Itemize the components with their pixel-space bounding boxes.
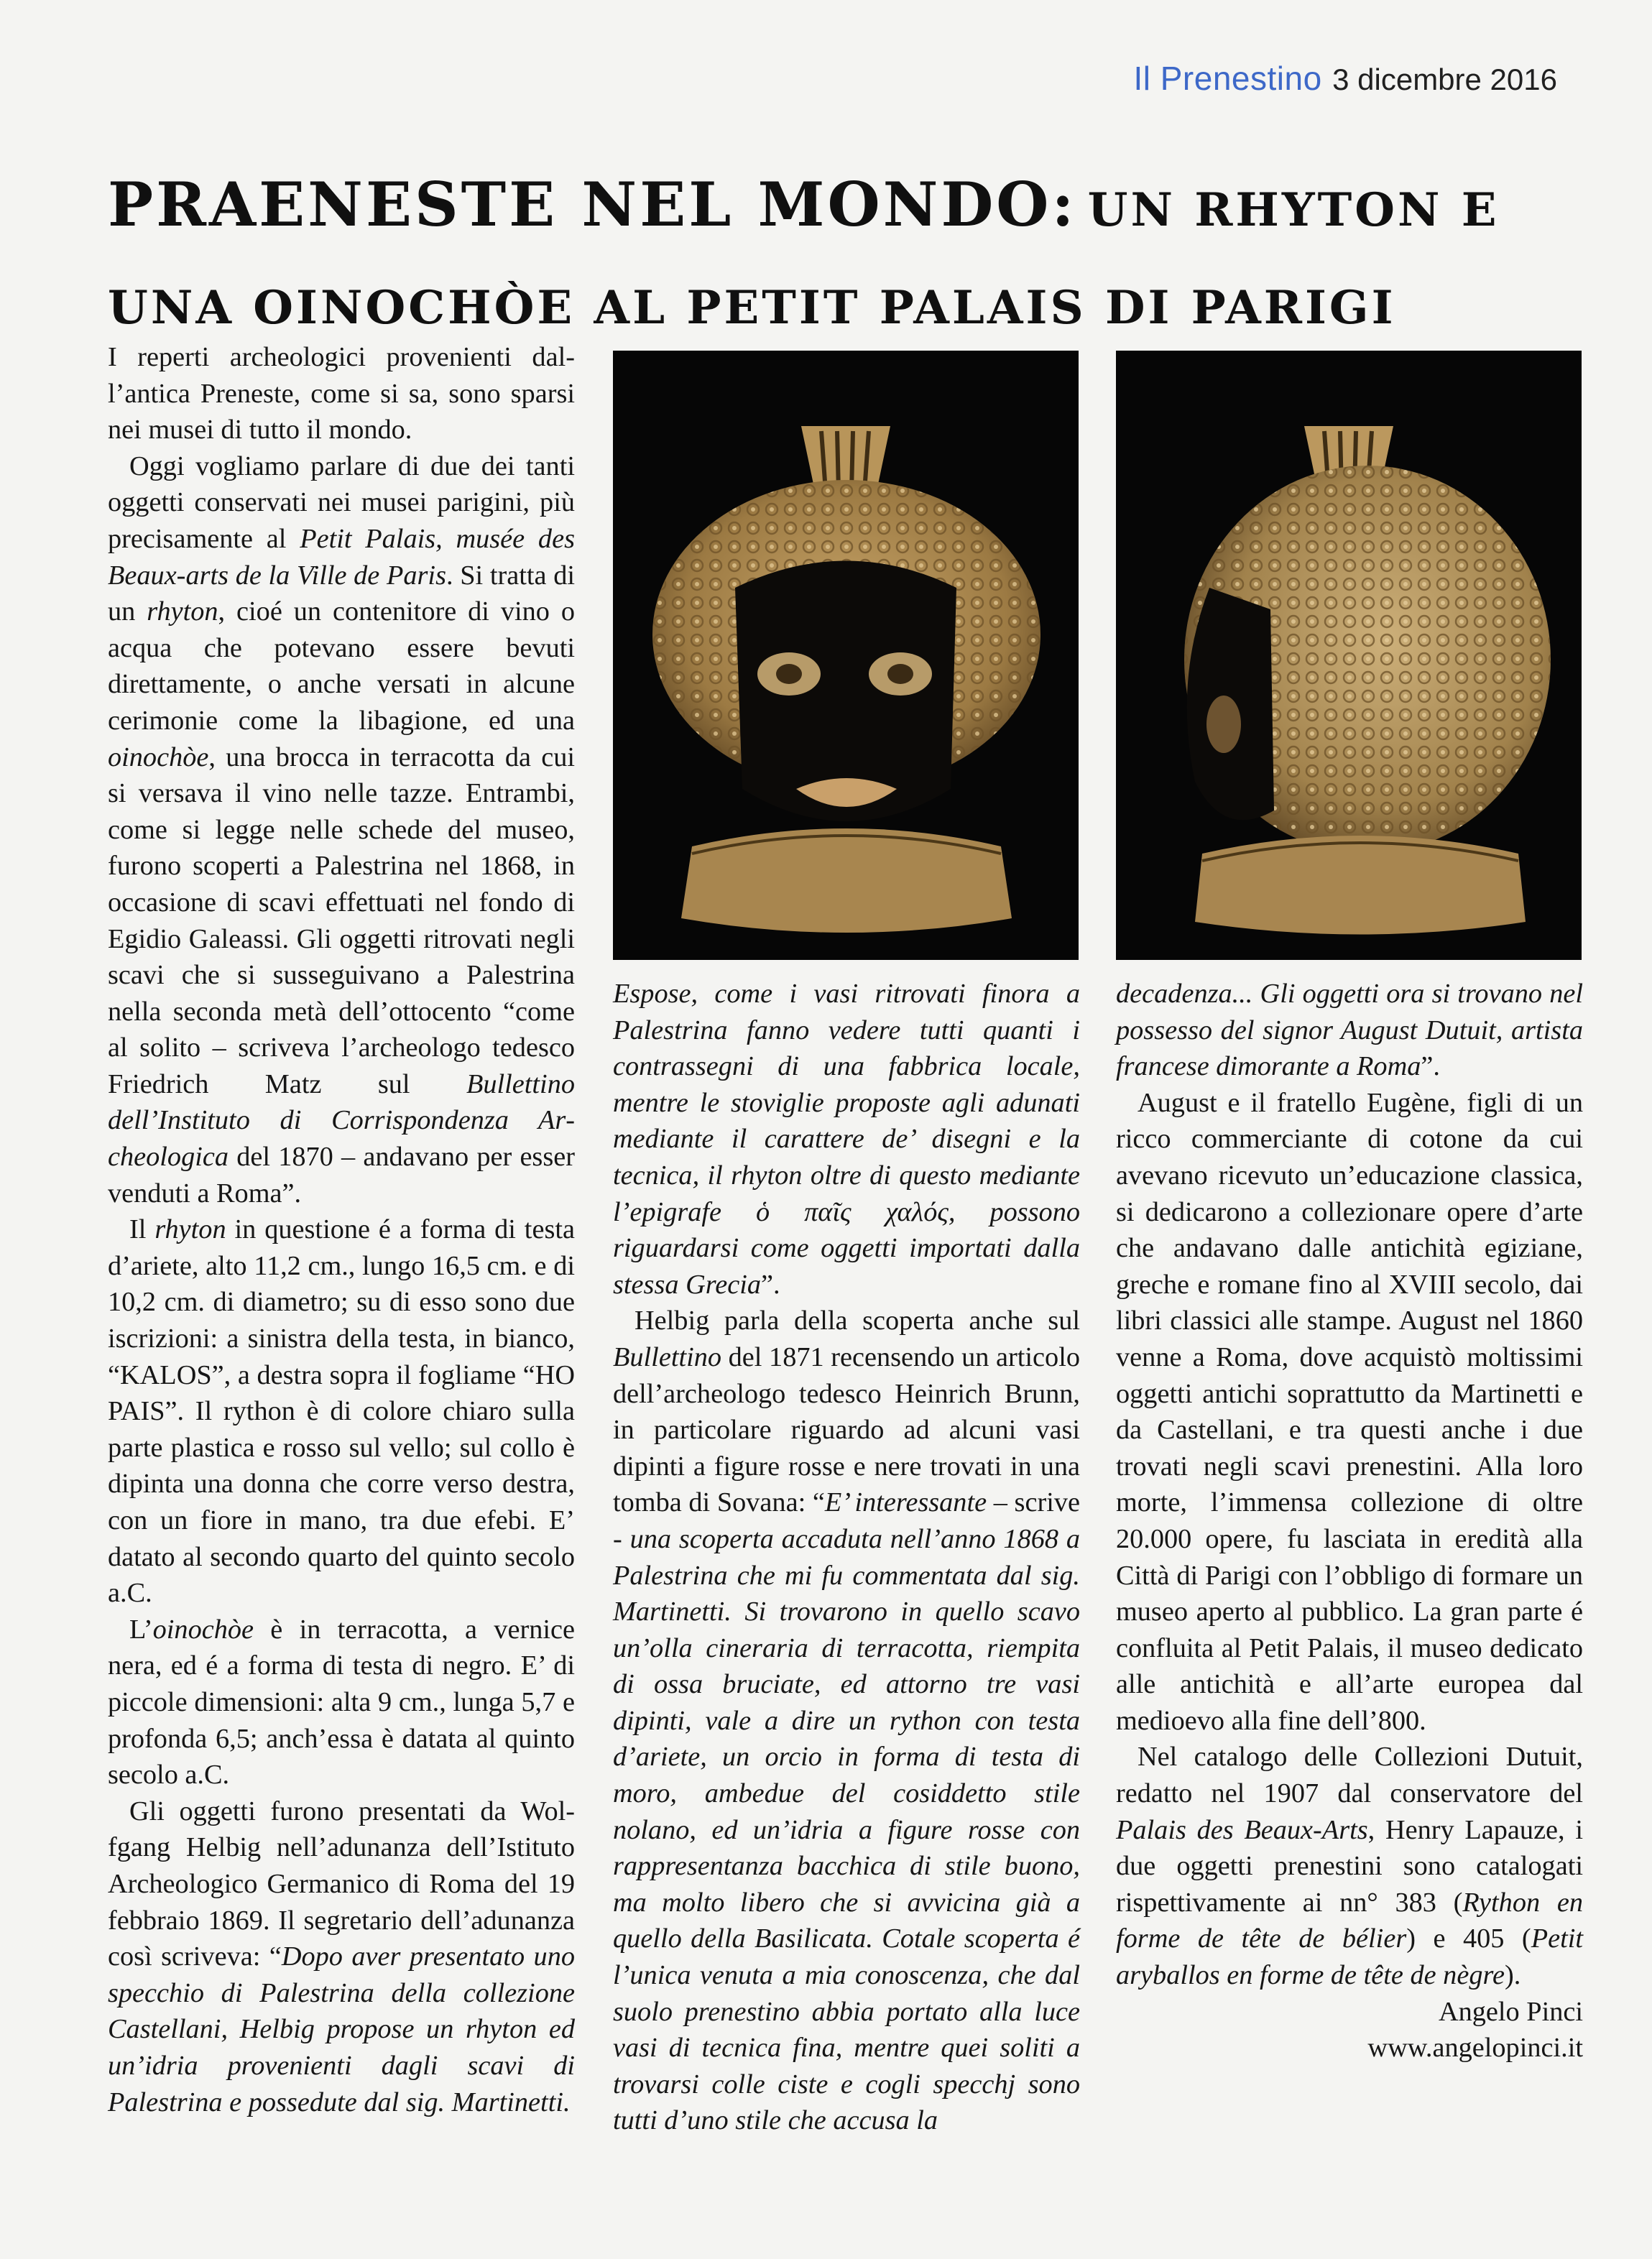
article-column-3 xyxy=(1116,976,1583,2066)
author-website: www.angelopinci.it xyxy=(1367,2033,1583,2064)
vessel-front-image xyxy=(613,351,1079,960)
paragraph-rhyton: Il rhyton in questione é a forma di testa d’ariete, alto 11,2 cm., lungo 16,5 cm. e di 10,2 cm. di diametro; su di esso sono due iscrizioni: a sinistra della testa, in bianco, “KALOS”, a destra sopra il fogliame “HO PAIS”. Il rython è di colore chiaro sulla parte plastica e rosso sul vello; sul collo è dipinta una donna che corre verso destra, con un fiore in mano, tra due efebi. E’ datato al secondo quarto del quinto secolo a.C. xyxy=(108,1214,575,1609)
author-name: Angelo Pinci xyxy=(1438,1996,1583,2027)
photo-vessel-side xyxy=(1116,351,1582,960)
paragraph-helbig-presentation-continued: Espose, come i vasi ritrovati finora a Palestrina fanno vedere tutti quanti i contrassegni di una fabbrica locale, mentre le stoviglie proposte agli adunati mediante il carattere de’ disegni e la tecnica, il rhyton oltre di questo mediante l’epigrafe ὁ παῖς χαλός, possono riguardarsi come oggetti importati dalla stessa Grecia”. xyxy=(613,979,1080,1300)
title-part-2: UN RHYTON E xyxy=(1087,183,1500,237)
publication-name: Il Prenestino xyxy=(1133,60,1322,97)
paragraph-helbig-presentation: Gli oggetti furono presentati da Wolfgang Helbig nell’adunanza dell’Istituto Archeologico Germanico di Roma del 19 febbraio 1869. Il segretario dell’adunanza così scriveva: “Dopo aver presentato uno specchio di Palestrina della collezione Castellani, Helbig propose un rhyton ed un’idria provenienti dagli scavi di Palestrina e possedute dal sig. Martinetti. xyxy=(108,1796,575,2117)
title-line-2: UNA OINOCHÒE AL PETIT PALAIS DI PARIGI xyxy=(108,281,1396,335)
publication-date: 3 dicembre 2016 xyxy=(1332,63,1557,96)
title-part-1: PRAENESTE NEL MONDO: xyxy=(108,169,1077,240)
paragraph-dutuit: August e il fratello Eugène, figli di un ricco commerciante di cotone da cui avevano ricevuto un’educazione classica, si dedicarono a collezionare opere d’arte che andavano dalle antichità egiziane, greche e romane fino al XVIII secolo, dai libri classici alle stampe. August nel 1860 venne a Roma, dove acquistò moltissimi oggetti antichi soprattutto da Martinetti e da Castellani, e tra questi anche i due trovati negli scavi prenestini. Alla loro morte, l’immensa collezione di oltre 20.000 opere, fu lasciata in eredità alla Città di Parigi con l’obbligo di formare un museo aperto al pubblico. La gran parte é confluita al Petit Palais, il museo dedicato alle antichità e all’arte europea dal medioevo alla fine dell’800. xyxy=(1116,1087,1583,1736)
article-title xyxy=(108,160,1559,354)
article-column-1 xyxy=(108,339,575,2120)
paragraph-oinochoe: L’oinochòe è in terracotta, a vernice nera, ed é a forma di testa di negro. E’ di piccole dimensioni: alta 9 cm., lunga 5,7 e profonda 6,5; anch’essa è datata al quinto secolo a.C. xyxy=(108,1614,575,1791)
article-column-2 xyxy=(613,976,1080,2139)
paragraph-intro: I reperti archeologici provenienti dall’antica Preneste, come si sa, sono sparsi nei musei di tutto il mondo. xyxy=(108,342,575,445)
photo-vessel-front xyxy=(613,351,1079,960)
page-header xyxy=(1133,59,1557,98)
paragraph-catalogue: Nel catalogo delle Collezioni Dutuit, redatto nel 1907 dal conservatore del Palais des Beaux-Arts, Henry Lapauze, i due oggetti prenestini sono catalogati rispettivamente ai nn° 383 (Rython en forme de tête de bélier) e 405 (Petit aryballos en forme de tête de nègre). xyxy=(1116,1742,1583,1991)
vessel-side-image xyxy=(1116,351,1582,960)
paragraph-helbig-bullettino-continued: decadenza... Gli oggetti ora si trovano nel possesso del signor August Dutuit, artista francese dimorante a Roma”. xyxy=(1116,979,1583,1082)
paragraph-objects: Oggi vogliamo parlare di due dei tanti oggetti conservati nei musei parigini, più precisamente al Petit Palais, musée des Beaux-arts de la Ville de Paris. Si tratta di un rhyton, cioé un contenitore di vino o acqua che potevano essere bevuti direttamente, o anche versati in alcune cerimonie come la libagione, ed una oinochòe, una brocca in terracotta da cui si versava il vino nelle tazze. Entrambi, come si legge nelle schede del museo, furono scoperti a Palestrina nel 1868, in occasione di scavi effettuati nel fondo di Egidio Galeassi. Gli oggetti ritrovati negli scavi che si susseguivano a Palestrina nella seconda metà dell’ottocento “come al solito – scriveva l’archeologo tedesco Friedrich Matz sul Bullettino dell’Instituto di Corrispondenza Archeologica del 1870 – andavano per esser venduti a Roma”. xyxy=(108,451,576,1209)
title-line-1 xyxy=(108,160,1559,263)
paragraph-helbig-bullettino: Helbig parla della scoperta anche sul Bullettino del 1871 recensendo un articolo dell’archeologo tedesco Heinrich Brunn, in particolare riguardo ad alcuni vasi dipinti a figure rosse e nere trovati in una tomba di Sovana: “E’ interessante – scrive - una scoperta accaduta nell’anno 1868 a Palestrina che mi fu commentata dal sig. Martinetti. Si trovarono in quello scavo un’olla cineraria di terracotta, riempita di ossa bruciate, ed attorno tre vasi dipinti, vale a dire un rython con testa d’ariete, un orcio in forma di testa di moro, ambedue del cosiddetto stile nolano, ed un’idria a figure rosse con rappresentanza bacchica di stile buono, ma molto libero che si avvicina già a quello della Basilicata. Cotale scoperta é l’unica venuta a mia conoscenza, che dal suolo prenestino abbia portato alla luce vasi di tecnica fina, mentre quei soliti a trovarsi colle ciste e cogli specchj sono tutti d’uno stile che accusa la xyxy=(613,1306,1080,2136)
